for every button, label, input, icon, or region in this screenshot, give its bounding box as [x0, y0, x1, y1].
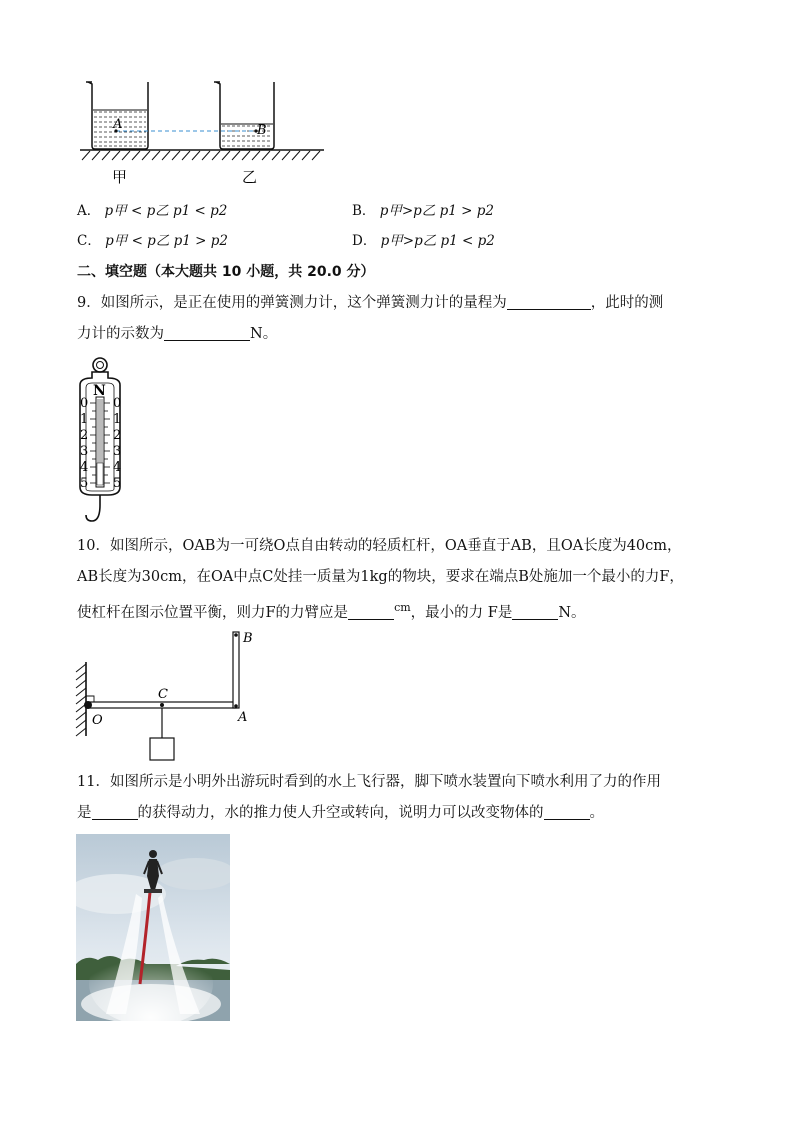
q11-blank-1[interactable]	[92, 803, 138, 820]
q9-blank-reading[interactable]	[164, 324, 250, 341]
caption-jia: 甲	[112, 168, 128, 186]
option-c-text: p甲 < p乙 p1 > p2	[105, 233, 228, 249]
q9-text-2: ，此时的测	[590, 295, 664, 311]
q9-line1	[77, 293, 663, 313]
q9-text-3: 力计的示数为	[77, 326, 164, 342]
lever-label-c: C	[158, 687, 168, 702]
lever-label-o: O	[92, 713, 103, 728]
q10-line1: 10．如图所示，OAB为一可绕O点自由转动的轻质杠杆，OA垂直于AB，且OA长度为40cm，	[77, 538, 682, 554]
flyboard-photo	[76, 834, 230, 1021]
option-c	[77, 231, 228, 251]
q10-line3	[77, 598, 586, 623]
scale-right-5: 5	[113, 476, 122, 491]
lever-label-a: A	[238, 710, 248, 725]
q11-text-3: 。	[589, 805, 604, 821]
scale-left-0: 0	[80, 396, 89, 411]
scale-left-5: 5	[80, 476, 89, 491]
option-b-letter: B．	[352, 203, 376, 219]
q10-blank-force[interactable]	[512, 603, 558, 620]
option-d-letter: D．	[352, 233, 377, 249]
q9-line2	[77, 324, 277, 344]
scale-right-1: 1	[113, 412, 122, 427]
point-b-label: B	[257, 123, 267, 138]
scale-right-0: 0	[113, 396, 122, 411]
q11-blank-2[interactable]	[544, 803, 590, 820]
q11-text-1: 是	[77, 805, 92, 821]
q11-line1: 11．如图所示是小明外出游玩时看到的水上飞行器，脚下喷水装置向下喷水利用了力的作用	[77, 774, 661, 790]
q9-text-4: N。	[250, 326, 278, 342]
option-a-letter: A．	[77, 203, 101, 219]
q10-text-2: ，最小的力 F是	[410, 604, 513, 621]
q11-line2	[77, 803, 604, 823]
option-a	[77, 201, 227, 221]
section-title: 二、填空题（本大题共 10 小题，共 20.0 分）	[77, 264, 375, 280]
scale-left-3: 3	[80, 444, 89, 459]
scale-left-1: 1	[80, 412, 89, 427]
q10-unit-cm: cm	[394, 601, 411, 614]
option-d	[352, 231, 495, 251]
scale-right-3: 3	[113, 444, 122, 459]
q10-text-1: 使杠杆在图示位置平衡，则力F的力臂应是	[77, 604, 349, 621]
caption-yi: 乙	[242, 168, 258, 186]
option-c-letter: C．	[77, 233, 101, 249]
lever-figure	[72, 628, 262, 766]
q9-text-1: 9．如图所示，是正在使用的弹簧测力计，这个弹簧测力计的量程为	[77, 295, 507, 311]
option-a-text: p甲 < p乙 p1 < p2	[104, 203, 228, 219]
q10-text-3: N。	[558, 604, 586, 621]
lever-label-b: B	[243, 631, 253, 646]
scale-right-4: 4	[113, 460, 122, 475]
scale-right-2: 2	[113, 428, 122, 443]
scale-left-4: 4	[80, 460, 89, 475]
beakers-figure	[76, 76, 336, 188]
spring-scale-figure	[76, 355, 128, 527]
scale-n-label: N	[93, 383, 106, 399]
option-b	[352, 201, 494, 221]
q10-line2: AB长度为30cm，在OA中点C处挂一质量为1kg的物块，要求在端点B处施加一个最小的力F，	[77, 569, 684, 585]
q11-text-2: 的获得动力，水的推力使人升空或转向，说明力可以改变物体的	[137, 805, 544, 821]
option-d-text: p甲>p乙 p1 < p2	[380, 233, 495, 249]
scale-left-2: 2	[80, 428, 89, 443]
option-b-text: p甲>p乙 p1 > p2	[379, 203, 494, 219]
q9-blank-range[interactable]	[507, 293, 591, 310]
point-a-label: A	[113, 117, 123, 132]
q10-blank-arm[interactable]	[348, 603, 394, 620]
